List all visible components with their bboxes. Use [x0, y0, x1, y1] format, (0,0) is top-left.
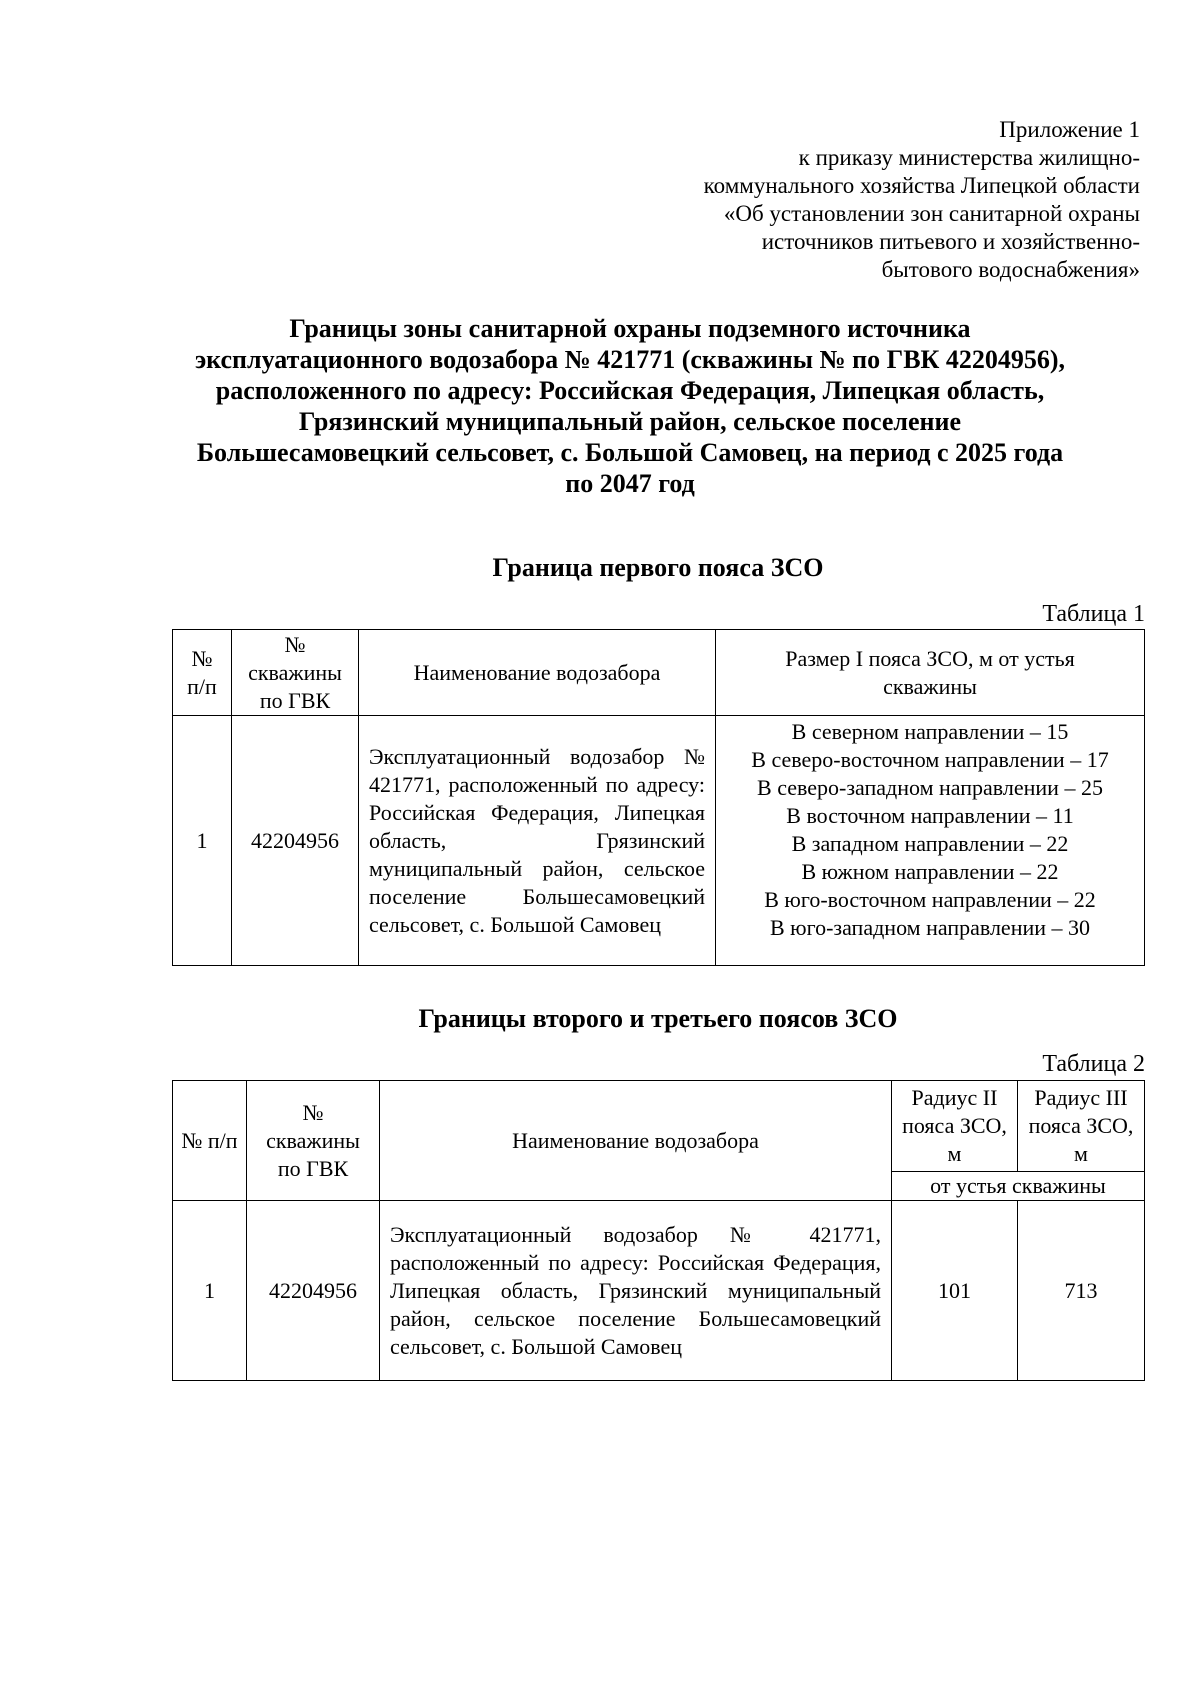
table2 [172, 1080, 1145, 1381]
table2-header-r2: Радиус II пояса ЗСО, м [892, 1081, 1018, 1172]
table2-cell-name: Эксплуатационный водозабор № 421771, расположенный по адресу: Российская Федерация, Липецкая область, Грязинский муниципальный район, сельское поселение Большесамовецкий сельсовет, с. Большой Самовец [380, 1201, 892, 1381]
size-line: В юго-западном направлении – 30 [769, 915, 1091, 940]
document-title [170, 313, 1090, 499]
table1-caption: Таблица 1 [1042, 601, 1145, 627]
size-line: В юго-восточном направлении – 22 [764, 887, 1096, 912]
table1-header-row [173, 630, 1145, 716]
size-line: В северо-западном направлении – 25 [757, 775, 1103, 800]
appendix-line: «Об установлении зон санитарной охраны [723, 201, 1140, 226]
size-line: В восточном направлении – 11 [786, 803, 1074, 828]
table1-header-size: Размер I пояса ЗСО, м от устья скважины [716, 630, 1145, 716]
table2-header-well: № скважины по ГВК [247, 1081, 380, 1201]
table2-header-from: от устья скважины [892, 1172, 1145, 1201]
table2-header-r3: Радиус III пояса ЗСО, м [1018, 1081, 1145, 1172]
section2-title: Границы второго и третьего поясов ЗСО [418, 1004, 898, 1033]
appendix-line: бытового водоснабжения» [881, 257, 1140, 282]
title-line: эксплуатационного водозабора № 421771 (скважины № по ГВК 42204956), [194, 345, 1066, 374]
title-line: Границы зоны санитарной охраны подземного источника [289, 314, 971, 343]
section1-title: Граница первого пояса ЗСО [492, 553, 824, 582]
appendix-line: к приказу министерства жилищно- [798, 145, 1140, 170]
size-line: В западном направлении – 22 [791, 831, 1069, 856]
table1-cell-num: 1 [173, 716, 232, 966]
table2-cell-r3: 713 [1018, 1201, 1145, 1381]
table2-header-name: Наименование водозабора [380, 1081, 892, 1201]
appendix-block [620, 116, 1140, 284]
title-line: расположенного по адресу: Российская Федерация, Липецкая область, [215, 376, 1045, 405]
table1-header-num: № п/п [173, 630, 232, 716]
size-line: В южном направлении – 22 [801, 859, 1059, 884]
table2-header-row [173, 1081, 1145, 1172]
table-row [173, 1201, 1145, 1381]
table2-cell-num: 1 [173, 1201, 247, 1381]
appendix-line: Приложение 1 [999, 117, 1140, 142]
table1-header-name: Наименование водозабора [359, 630, 716, 716]
table2-cell-r2: 101 [892, 1201, 1018, 1381]
title-line: Грязинский муниципальный район, сельское поселение [298, 407, 962, 436]
title-line: по 2047 год [565, 469, 695, 498]
table-row [173, 716, 1145, 966]
appendix-line: источников питьевого и хозяйственно- [761, 229, 1140, 254]
table1 [172, 629, 1145, 966]
size-line: В северо-восточном направлении – 17 [751, 747, 1109, 772]
table1-cell-name: Эксплуатационный водозабор № 421771, расположенный по адресу: Российская Федерация, Липецкая область, Грязинский муниципальный район, сельское поселение Большесамовецкий сельсовет, с. Большой Самовец [359, 716, 716, 966]
table2-caption: Таблица 2 [1042, 1051, 1145, 1077]
title-line: Большесамовецкий сельсовет, с. Большой Самовец, на период с 2025 года [196, 438, 1064, 467]
table2-cell-well: 42204956 [247, 1201, 380, 1381]
table2-header-num: № п/п [173, 1081, 247, 1201]
size-line: В северном направлении – 15 [791, 719, 1069, 744]
table1-cell-sizes [716, 716, 1145, 966]
table1-header-well: № скважины по ГВК [232, 630, 359, 716]
table1-cell-well: 42204956 [232, 716, 359, 966]
appendix-line: коммунального хозяйства Липецкой области [703, 173, 1140, 198]
